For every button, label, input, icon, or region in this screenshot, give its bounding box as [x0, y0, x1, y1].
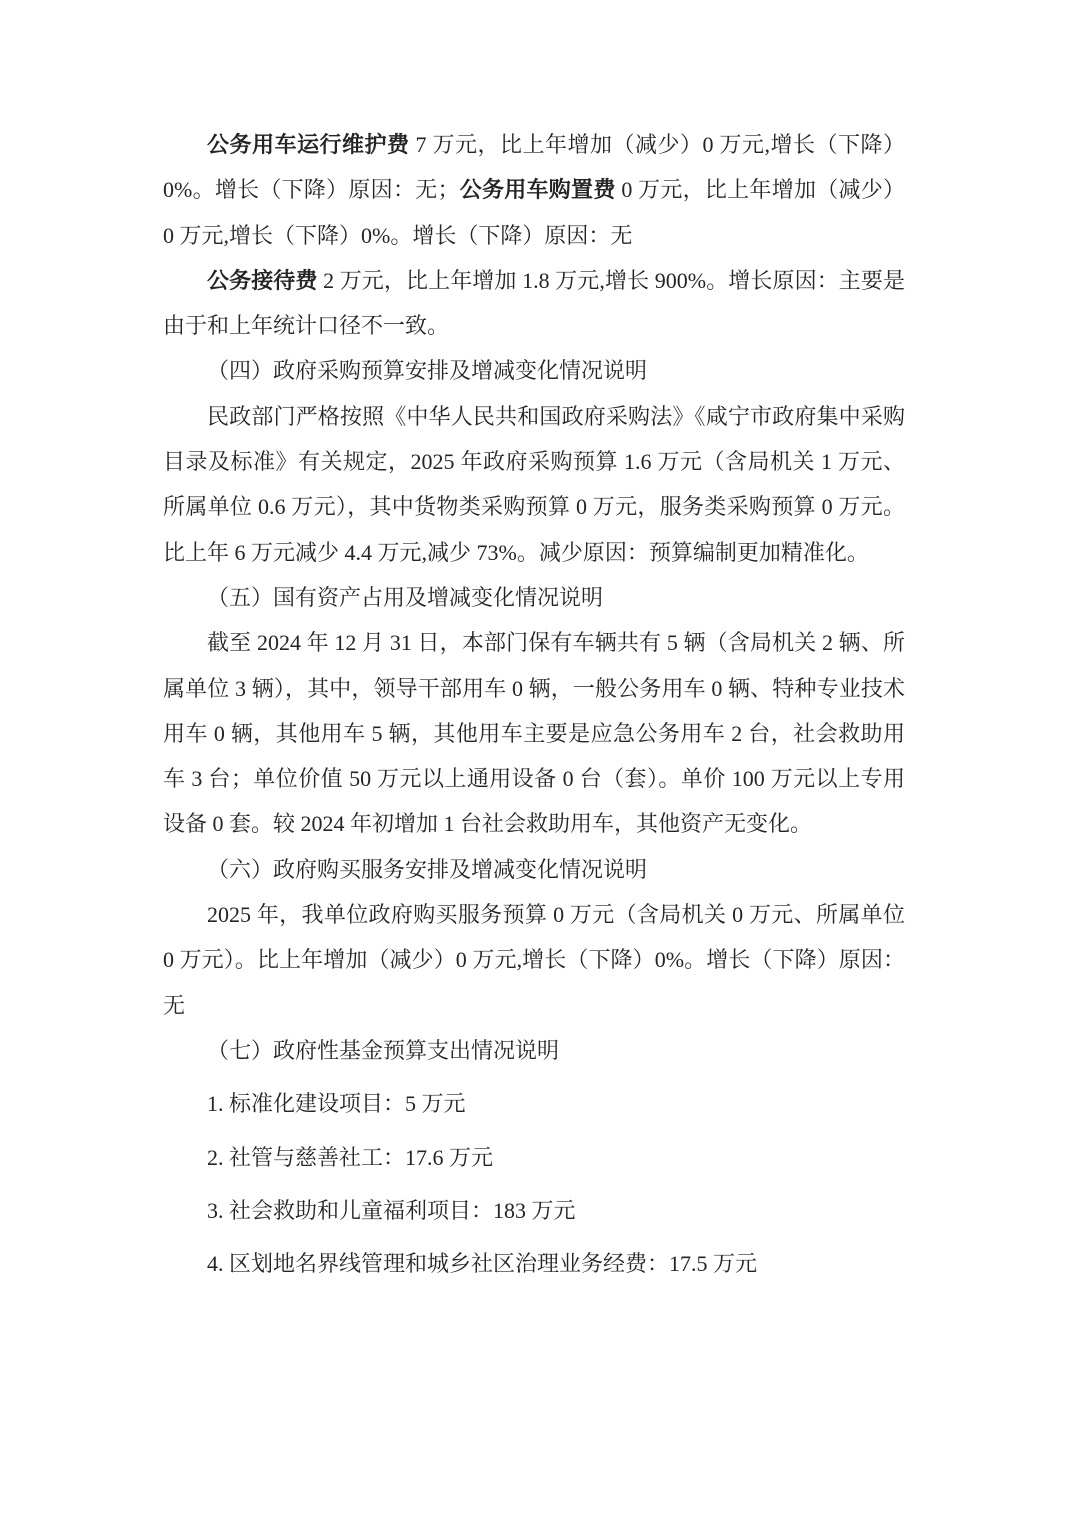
body-paragraph: [163, 122, 905, 258]
text-run: 1. 标准化建设项目：5 万元: [207, 1091, 466, 1117]
section-heading: [163, 575, 905, 620]
body-paragraph: [163, 394, 905, 575]
text-run: 2025 年，我单位政府购买服务预算 0 万元（含局机关 0 万元、所属单位 0 万元）。比上年增加（减少）0 万元,增长（下降）0%。增长（下降）原因：无: [163, 902, 905, 1018]
text-run: （六）政府购买服务安排及增减变化情况说明: [207, 856, 648, 882]
text-run: 4. 区划地名界线管理和城乡社区治理业务经费：17.5 万元: [207, 1251, 758, 1277]
section-heading: [163, 348, 905, 393]
list-item: [163, 1135, 905, 1180]
text-run: 民政部门严格按照《中华人民共和国政府采购法》《咸宁市政府集中采购目录及标准》有关规定，2025 年政府采购预算 1.6 万元（含局机关 1 万元、所属单位 0.6 万元），其中货物类采购预算 0 万元，服务类采购预算 0 万元。比上年 6 万元减少 4.4 万元,减少 73%。减少原因：预算编制更加精准化。: [163, 403, 905, 565]
text-run: 7 万元，比上年增加（减少）0 万元,增长（下降）0%。增长（下降）原因：无；: [163, 132, 905, 203]
list-item: [163, 1081, 905, 1126]
bold-term: 公务用车运行维护费: [207, 132, 410, 157]
list-item: [163, 1241, 905, 1286]
text-run: 3. 社会救助和儿童福利项目：183 万元: [207, 1197, 576, 1223]
document-body: [163, 122, 905, 1286]
text-run: 0 万元，比上年增加（减少）0 万元,增长（下降）0%。增长（下降）原因：无: [163, 177, 905, 248]
text-run: 2. 社管与慈善社工：17.6 万元: [207, 1144, 494, 1170]
section-heading: [163, 847, 905, 892]
text-run: （五）国有资产占用及增减变化情况说明: [207, 584, 604, 610]
body-paragraph: [163, 620, 905, 846]
list-item: [163, 1188, 905, 1233]
text-run: （七）政府性基金预算支出情况说明: [207, 1037, 560, 1063]
section-heading: [163, 1028, 905, 1073]
text-run: 截至 2024 年 12 月 31 日，本部门保有车辆共有 5 辆（含局机关 2 辆、所属单位 3 辆），其中，领导干部用车 0 辆，一般公务用车 0 辆、特种专业技术用车 0 辆，其他用车 5 辆，其他用车主要是应急公务用车 2 台，社会救助用车 3 台；单位价值 50 万元以上通用设备 0 台（套）。单价 100 万元以上专用设备 0 套。较 2024 年初增加 1 台社会救助用车，其他资产无变化。: [163, 630, 905, 837]
text-run: 2 万元，比上年增加 1.8 万元,增长 900%。增长原因：主要是由于和上年统计口径不一致。: [163, 267, 905, 339]
body-paragraph: [163, 892, 905, 1028]
bold-term: 公务用车购置费: [459, 177, 616, 203]
body-paragraph: [163, 258, 905, 349]
text-run: （四）政府采购预算安排及增减变化情况说明: [207, 358, 648, 384]
bold-term: 公务接待费: [207, 267, 318, 293]
